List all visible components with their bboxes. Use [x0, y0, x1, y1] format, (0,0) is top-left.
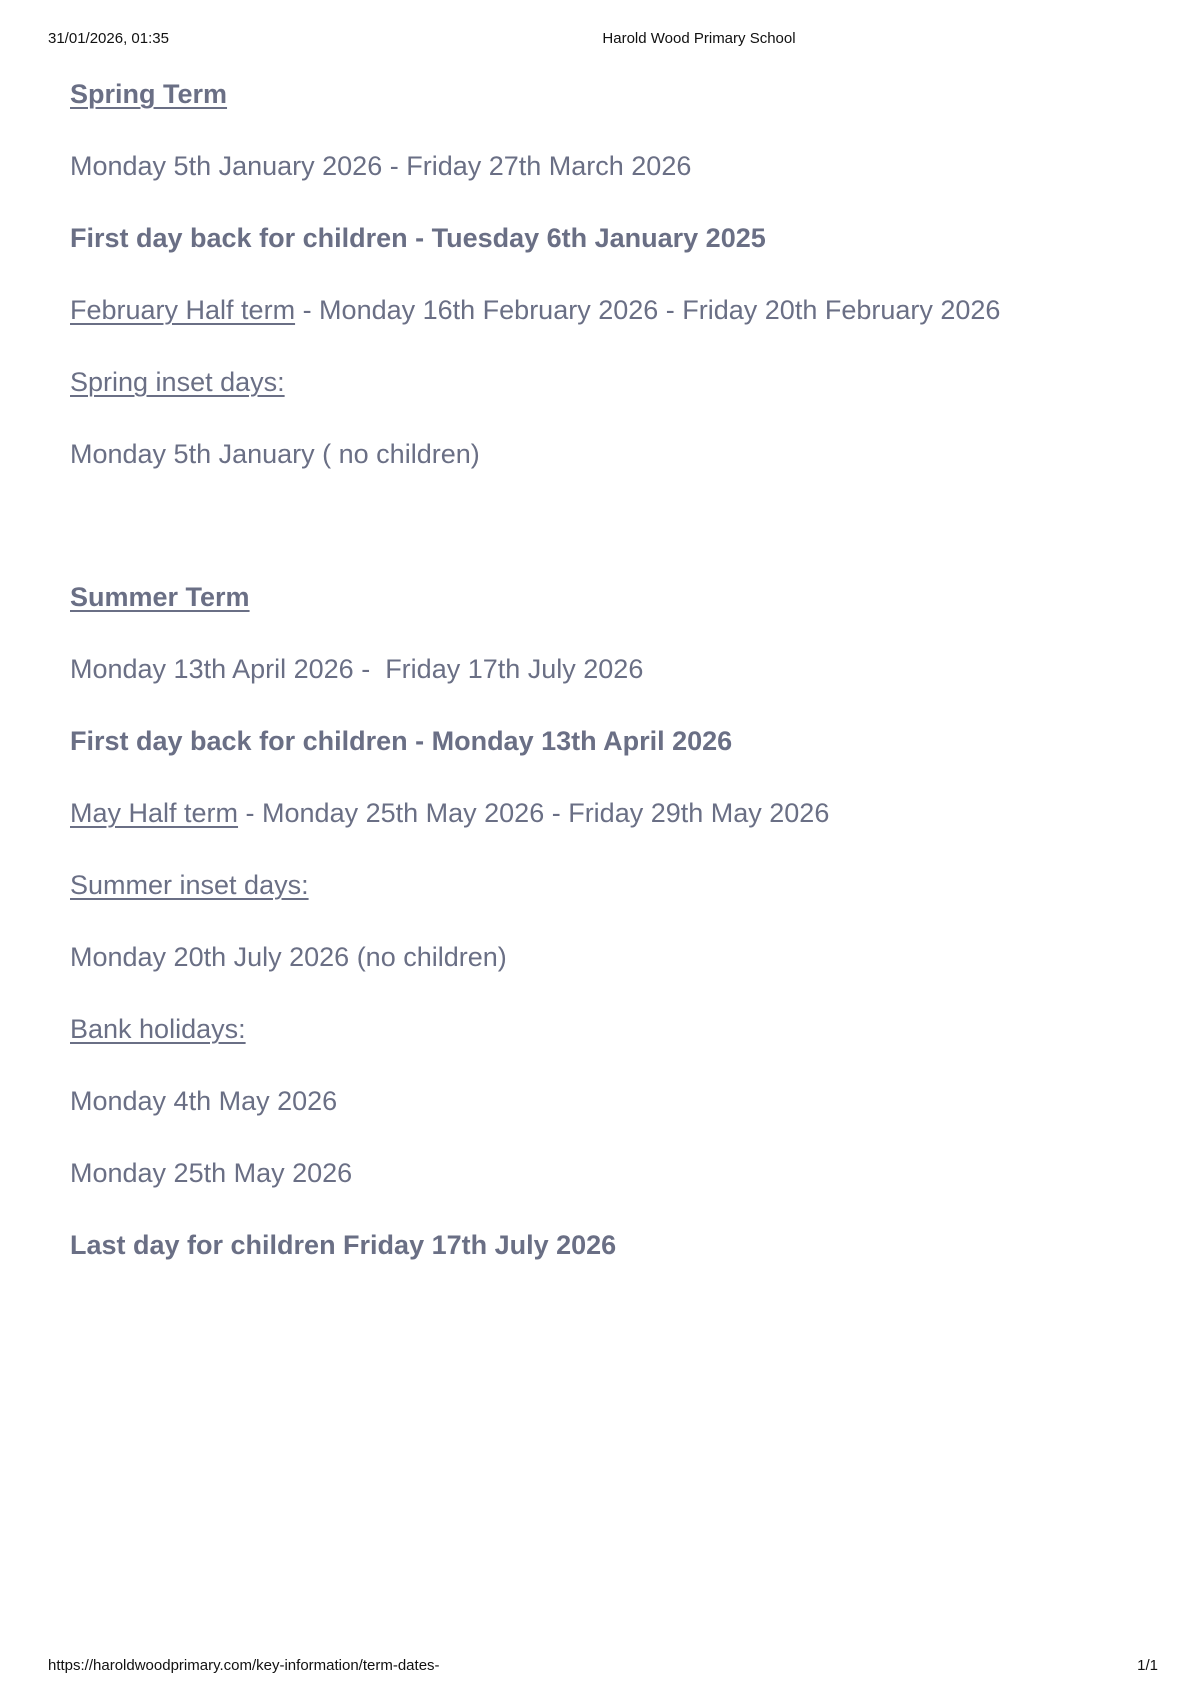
- summer-inset-days-label[interactable]: Summer inset days:: [70, 870, 309, 900]
- page-title: Harold Wood Primary School: [602, 30, 796, 47]
- bank-holiday-item: Monday 25th May 2026: [70, 1158, 353, 1188]
- spring-term-dates: Monday 5th January 2026 - Friday 27th March 2026: [70, 151, 692, 181]
- summer-half-term: [70, 796, 829, 830]
- summer-first-day: First day back for children - Monday 13th April 2026: [70, 726, 733, 756]
- page-number: 1/1: [1137, 1657, 1158, 1674]
- february-half-term-dates: - Monday 16th February 2026 - Friday 20th February 2026: [295, 295, 1001, 325]
- spring-first-day: First day back for children - Tuesday 6th January 2025: [70, 223, 766, 253]
- bank-holidays-label[interactable]: Bank holidays:: [70, 1014, 246, 1044]
- spring-half-term: [70, 293, 1000, 327]
- print-datetime: 31/01/2026, 01:35: [48, 30, 169, 47]
- february-half-term-label[interactable]: February Half term: [70, 295, 296, 325]
- spring-term-heading[interactable]: Spring Term: [70, 79, 228, 109]
- summer-term-dates: Monday 13th April 2026 - Friday 17th July 2026: [70, 654, 644, 684]
- page-url: https://haroldwoodprimary.com/key-information/term-dates-: [48, 1657, 440, 1674]
- spring-inset-day: Monday 5th January ( no children): [70, 439, 480, 469]
- last-day-for-children: Last day for children Friday 17th July 2026: [70, 1230, 617, 1260]
- summer-term-heading[interactable]: Summer Term: [70, 582, 250, 612]
- summer-inset-day: Monday 20th July 2026 (no children): [70, 942, 507, 972]
- may-half-term-label[interactable]: May Half term: [70, 798, 239, 828]
- spring-inset-days-label[interactable]: Spring inset days:: [70, 367, 285, 397]
- may-half-term-dates: - Monday 25th May 2026 - Friday 29th May 2026: [238, 798, 830, 828]
- bank-holiday-item: Monday 4th May 2026: [70, 1086, 338, 1116]
